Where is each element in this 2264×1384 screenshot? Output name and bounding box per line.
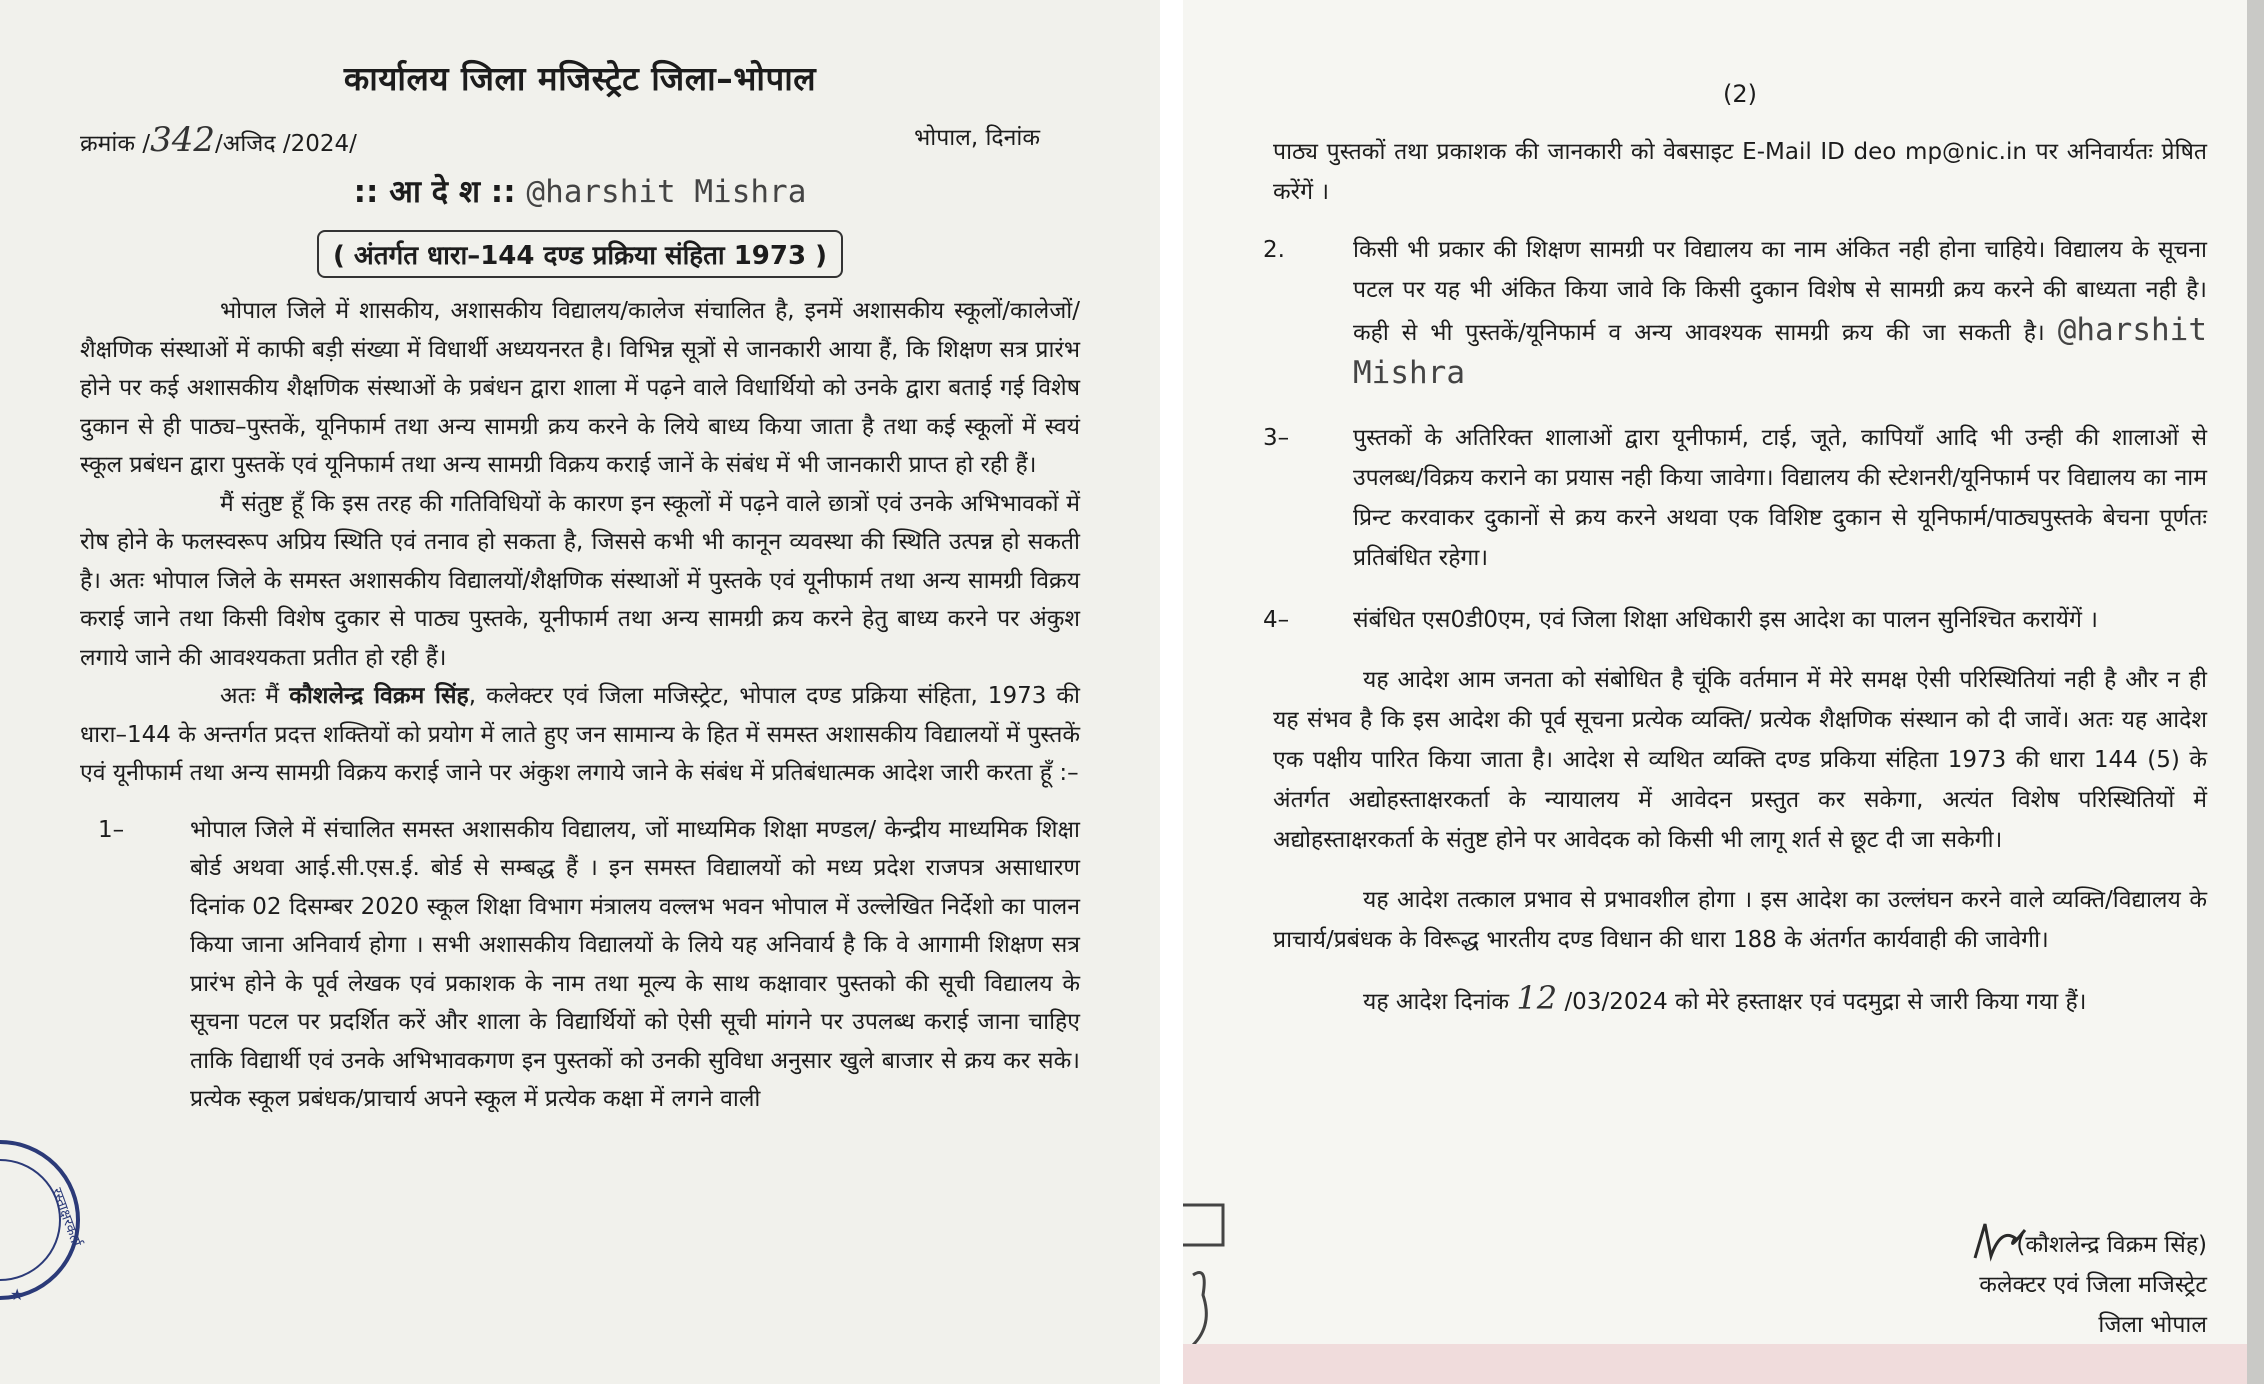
paragraph-background: भोपाल जिले में शासकीय, अशासकीय विद्यालय/कालेज संचालित है, इनमें अशासकीय स्कूलों/कालेजों/शैक्षणिक संस्थाओं में काफी बड़ी संख्या में विधार्थी अध्ययनरत है। विभिन्न सूत्रों से जानकारी आया हैं, कि शिक्षण सत्र प्रारंभ होने पर कई अशासकीय शैक्षणिक संस्थाओं के प्रबंधन द्वारा शाला में पढ़ने वाले विधार्थियो को उनके द्वारा बताई गई विशेष दुकान से ही पाठ्य–पुस्तकें, यूनिफार्म तथा अन्य सामग्री क्रय करने के लिये बाध्य किया जाता है तथा कई स्कूलों में स्वयं स्कूल प्रबंधन द्वारा पुस्तकें एवं यूनिफार्म तथा अन्य सामग्री विक्रय कराई जानें के संबंध में भी जानकारी प्राप्त हो रही हैं। <box>80 298 1080 478</box>
item-number: 4– <box>1263 607 1290 633</box>
edge-strip <box>2247 0 2264 1384</box>
signature-block <box>1979 1225 2207 1345</box>
office-seal-stamp <box>0 1130 90 1310</box>
watermark-text: @harshit Mishra <box>1353 312 2207 391</box>
collector-name: कौशलेन्द्र विक्रम सिंह <box>289 683 469 709</box>
place-date: भोपाल, दिनांक <box>914 125 1040 151</box>
paragraph-effect: यह आदेश तत्काल प्रभाव से प्रभावशील होगा । इस आदेश का उल्लंघन करने वाले व्यक्ति/विद्यालय के प्राचार्य/प्रबंधक के विरूद्ध भारतीय दण्ड विधान की धारा 188 के अंतर्गत कार्यवाही की जावेगी। <box>1273 887 2207 953</box>
page-number: (2) <box>1723 80 1757 108</box>
watermark-text: @harshit Mishra <box>526 174 807 210</box>
item-number: 1– <box>98 816 125 843</box>
order-item-4: 4– संबंधित एस0डी0एम, एवं जिला शिक्षा अधिकारी इस आदेश का पालन सुनिश्चित करायेंगें । <box>1273 600 2207 640</box>
page-gap <box>1160 0 1183 1384</box>
signatory-name: (कौशलेन्द्र विक्रम सिंह) <box>2016 1232 2207 1258</box>
office-title: कार्यालय जिला मजिस्ट्रेट जिला–भोपाल <box>343 59 817 98</box>
svg-text:रस्ताक्षरकर्ता: रस्ताक्षरकर्ता <box>48 1185 85 1249</box>
svg-text:★: ★ <box>10 1285 25 1304</box>
reference-row <box>80 112 1080 162</box>
order-reference: क्रमांक /342/अजिद /2024/ <box>80 120 357 160</box>
paragraph-ex-parte: यह आदेश आम जनता को संबोधित है चूंकि वर्तमान में मेरे समक्ष ऐसी परिस्थितियां नही है और न ही यह संभव है कि इस आदेश की पूर्व सूचना प्रत्येक व्यक्ति/ प्रत्येक शैक्षणिक संस्थान को दी जावें। अतः यह आदेश एक पक्षीय पारित किया जाता है। आदेश से व्यथित व्यक्ति दण्ड प्रकिया संहिता 1973 की धारा 144 (5) के अंतर्गत अद्योहस्ताक्षरकर्ता के न्यायालय में आवेदन प्रस्तुत कर सकेगा, अत्यंत विशेष परिस्थितियों में अद्योहस्ताक्षरकर्ता के संतुष्ट होने पर आवेदक को किसी भी लागू शर्त से छूट दी जा सकेगी। <box>1273 667 2207 853</box>
paragraph-order-issued: अतः मैं कौशलेन्द्र विक्रम सिंह, कलेक्टर एवं जिला मजिस्ट्रेट, भोपाल दण्ड प्रक्रिया संहिता, 1973 की धारा–144 के अन्तर्गत प्रदत्त शक्तियों को प्रयोग में लाते हुए जन सामान्य के हित में समस्त अशासकीय विद्यालयों में पुस्तकें एवं यूनीफार्म तथा अन्य सामग्री विक्रय कराई जाने पर अंकुश लगाये जाने के संबंध में प्रतिबंधात्मक आदेश जारी करता हूँ :– <box>80 683 1081 786</box>
order-item-2: 2. किसी भी प्रकार की शिक्षण सामग्री पर विद्यालय का नाम अंकित नही होना चाहिये। विद्यालय के सूचना पटल पर यह भी अंकित किया जावे कि किसी दुकान विशेष से सामग्री क्रय करने की बाध्यता नही है। कही से भी पुस्तकें/यूनिफार्म व अन्य आवश्यक सामग्री क्रय की जा सकती है। @harshit Mishra <box>1273 230 2207 396</box>
item-number: 2. <box>1263 237 1285 263</box>
order-item-3: 3– पुस्तकों के अतिरिक्त शालाओं द्वारा यूनीफार्म, टाई, जूते, कापियॉं आदि भी उन्ही की शालाओं से उपलब्ध/विक्रय कराने का प्रयास नही किया जावेगा। विद्यालय की स्टेशनरी/यूनिफार्म पर विद्यालय का नाम प्रिन्ट करवाकर दुकानों से क्रय करने अथवा एक विशिष्ट दुकान से यूनिफार्म/पाठ्यपुस्तके बेचना पूर्णतः प्रतिबंधित रहेगा। <box>1273 418 2207 578</box>
paragraph-issue-date: यह आदेश दिनांक 12 /03/2024 को मेरे हस्ताक्षर एवं पदमुद्रा से जारी किया गया हैं। <box>1363 979 2087 1017</box>
continued-text: पाठ्य पुस्तकों तथा प्रकाशक की जानकारी को वेबसाइट E-Mail ID deo mp@nic.in पर अनिवार्यतः प्रेषित करेंगें । <box>1273 139 2207 205</box>
order-item-1: 1– भोपाल जिले में संचालित समस्त अशासकीय विद्यालय, जों माध्यमिक शिक्षा मण्डल/ केन्द्रीय माध्यमिक शिक्षा बोर्ड अथवा आई.सी.एस.ई. बोर्ड से सम्बद्ध हैं । इन समस्त विद्यालयों को मध्य प्रदेश राजपत्र असाधारण दिनांक 02 दिसम्बर 2020 स्कूल शिक्षा विभाग मंत्रालय वल्लभ भवन भोपाल में उल्लेखित निर्देशो का पालन किया जाना अनिवार्य होगा । सभी अशासकीय विद्यालयों के लिये यह अनिवार्य है कि वे आगामी शिक्षण सत्र प्रारंभ होने के पूर्व लेखक एवं प्रकाशक के नाम तथा मूल्य के साथ कक्षावार पुस्तको की सूची विद्यालय के सूचना पटल पर प्रदर्शित करें और शाला के विद्यार्थियों को ऐसी सूची मांगने पर उपलब्ध कराई जाना चाहिए ताकि विद्यार्थी एवं उनके अभिभावकगण इन पुस्तकों को उनकी सुविधा अनुसार खुले बाजार से क्रय कर सके। प्रत्येक स्कूल प्रबंधक/प्राचार्य अपने स्कूल में प्रत्येक कक्षा में लगने वाली <box>80 811 1080 1119</box>
signatory-place: जिला भोपाल <box>2098 1312 2207 1338</box>
order-heading: :: आ दे श :: @harshit Mishra <box>353 174 807 210</box>
handwritten-ref-number: 342 <box>150 120 216 160</box>
item-number: 3– <box>1263 425 1290 451</box>
order-page-2 <box>1183 0 2247 1384</box>
section-heading: ( अंतर्गत धारा–144 दण्ड प्रक्रिया संहिता 1973 ) <box>80 230 1080 278</box>
handwritten-day: 12 <box>1516 979 1558 1017</box>
signatory-designation: कलेक्टर एवं जिला मजिस्ट्रेट <box>1979 1272 2207 1298</box>
bottom-tint <box>1183 1344 2247 1384</box>
paragraph-satisfaction: मैं संतुष्ट हूँ कि इस तरह की गतिविधियों के कारण इन स्कूलों में पढ़ने वाले छात्रों एवं उनके अभिभावकों में रोष होने के फलस्वरूप अप्रिय स्थिति एवं तनाव हो सकता है, जिससे कभी भी कानून व्यवस्था की स्थिति उत्पन्न हो सकती है। अतः भोपाल जिले के समस्त अशासकीय विद्यालयों/शैक्षणिक संस्थाओं में पुस्तके एवं यूनीफार्म तथा अन्य सामग्री विक्रय कराई जाने तथा किसी विशेष दुकार से पाठ्य पुस्तके, यूनीफार्म तथा अन्य सामग्री क्रय करने हेतु बाध्य करने पर अंकुश लगाये जाने की आवश्यकता प्रतीत हो रही हैं। <box>80 490 1080 671</box>
